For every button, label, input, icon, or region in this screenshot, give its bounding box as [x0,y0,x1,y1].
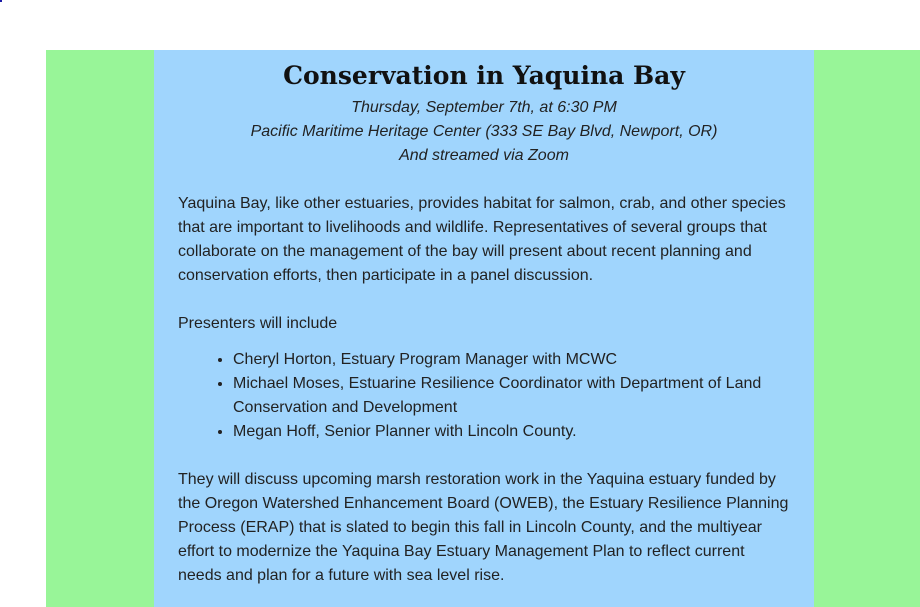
presenter-item: • Michael Moses, Estuarine Resilience Coordinator with Department of Land Conservation and Development [233,372,790,420]
presenters-list [178,348,790,444]
presenter-item: • Megan Hoff, Senior Planner with Lincoln County. [233,420,790,444]
presenters-heading: Presenters will include [178,315,338,332]
closing-paragraph: They will discuss upcoming marsh restoration work in the Yaquina estuary funded by the Oregon Watershed Enhancement Board (OWEB), the Estuary Resilience Planning Process (ERAP) that is slated to begin this fall in Lincoln County, and the multiyear effort to modernize the Yaquina Bay Estuary Management Plan to reflect current needs and plan for a future with sea level rise. [178,471,789,584]
event-location: Pacific Maritime Heritage Center (333 SE Bay Blvd, Newport, OR) [250,123,718,140]
event-stream-note: And streamed via Zoom [399,147,569,164]
event-title: Conservation in Yaquina Bay [283,61,685,90]
event-announcement-panel [154,50,814,607]
presenter-item: • Cheryl Horton, Estuary Program Manager with MCWC [233,348,790,372]
intro-paragraph: Yaquina Bay, like other estuaries, provides habitat for salmon, crab, and other species that are important to livelihoods and wildlife. Representatives of several groups that collaborate on the management of the bay will present about recent planning and conservation efforts, then participate in a panel discussion. [178,195,786,284]
event-date: Thursday, September 7th, at 6:30 PM [351,99,617,116]
corner-dot [0,0,2,2]
